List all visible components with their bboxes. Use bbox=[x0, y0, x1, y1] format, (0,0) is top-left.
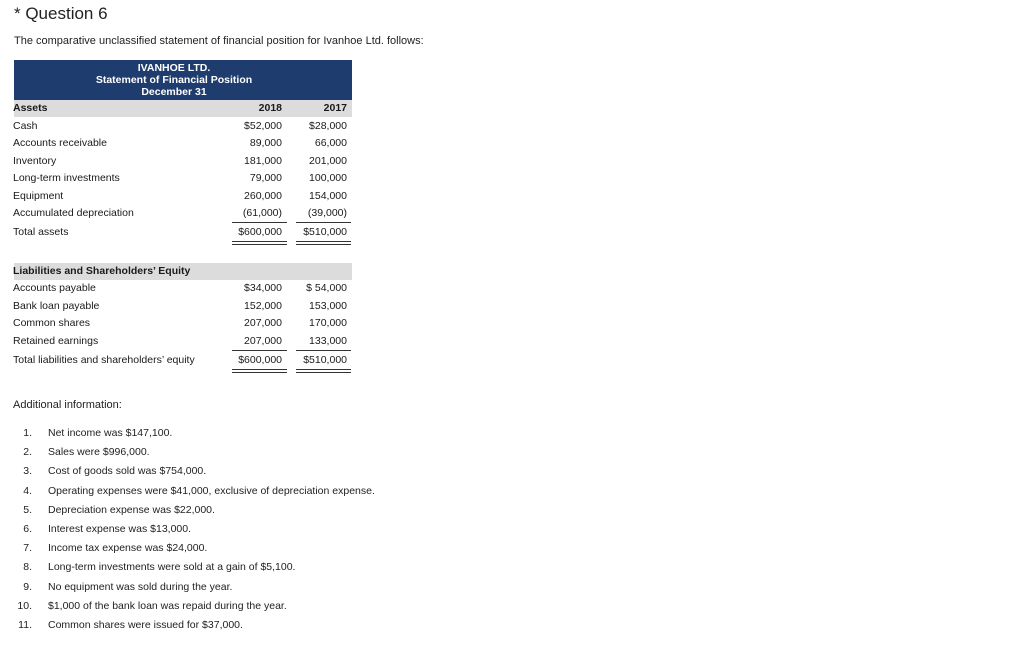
liability-value-2018: 152,000 bbox=[244, 300, 282, 312]
total-double-underline-2018 bbox=[232, 241, 287, 245]
asset-value-2018: (61,000) bbox=[242, 207, 282, 219]
liability-value-2018: 207,000 bbox=[244, 335, 282, 347]
liability-value-2017: 133,000 bbox=[309, 335, 347, 347]
liabilities-heading: Liabilities and Shareholders’ Equity bbox=[13, 265, 191, 277]
asset-value-2017: $28,000 bbox=[309, 120, 347, 132]
question-title: * Question 6 bbox=[14, 4, 108, 23]
total-liabilities-label: Total liabilities and shareholders’ equity bbox=[13, 354, 195, 366]
list-text: Interest expense was $13,000. bbox=[48, 523, 192, 535]
asset-value-2017: (39,000) bbox=[307, 207, 347, 219]
total-double-underline-2017 bbox=[296, 241, 351, 245]
liability-value-2017: 153,000 bbox=[309, 300, 347, 312]
asset-value-2017: 201,000 bbox=[309, 155, 347, 167]
list-text: Sales were $996,000. bbox=[48, 446, 150, 458]
list-number: 8. bbox=[23, 561, 32, 573]
liability-label: Common shares bbox=[13, 317, 91, 329]
question-intro: The comparative unclassified statement of financial position for Ivanhoe Ltd. follows: bbox=[14, 35, 424, 47]
asset-value-2018: 260,000 bbox=[244, 190, 282, 202]
statement-header bbox=[14, 60, 352, 100]
total-assets-2017: $510,000 bbox=[303, 226, 347, 238]
liability-value-2018: $34,000 bbox=[244, 282, 282, 294]
asset-value-2017: 66,000 bbox=[314, 137, 347, 149]
liab-underline-2017 bbox=[296, 350, 351, 351]
list-text: Depreciation expense was $22,000. bbox=[48, 504, 215, 516]
asset-value-2018: $52,000 bbox=[244, 120, 282, 132]
list-text: Net income was $147,100. bbox=[48, 427, 173, 439]
asset-label: Long-term investments bbox=[13, 172, 120, 184]
liability-label: Retained earnings bbox=[13, 335, 99, 347]
total-liabilities-2017: $510,000 bbox=[303, 354, 347, 366]
total-liab-double-underline-2017 bbox=[296, 369, 351, 373]
list-number: 4. bbox=[23, 485, 32, 497]
company-name: IVANHOE LTD. bbox=[137, 62, 211, 74]
asset-value-2017: 100,000 bbox=[309, 172, 347, 184]
asset-label: Equipment bbox=[13, 190, 64, 202]
list-number: 5. bbox=[23, 504, 32, 516]
list-text: Income tax expense was $24,000. bbox=[48, 542, 208, 554]
asset-value-2018: 181,000 bbox=[244, 155, 282, 167]
list-number: 6. bbox=[23, 523, 32, 535]
list-number: 11. bbox=[18, 619, 32, 631]
asset-label: Accounts receivable bbox=[13, 137, 107, 149]
asset-label: Accumulated depreciation bbox=[13, 207, 134, 219]
asset-label: Cash bbox=[13, 120, 38, 132]
asset-value-2018: 89,000 bbox=[249, 137, 282, 149]
list-text: Operating expenses were $41,000, exclusive of depreciation expense. bbox=[48, 485, 375, 497]
liability-label: Bank loan payable bbox=[13, 300, 100, 312]
asset-label: Inventory bbox=[13, 155, 57, 167]
list-number: 3. bbox=[23, 465, 32, 477]
list-text: Long-term investments were sold at a gain of $5,100. bbox=[48, 561, 296, 573]
liab-underline-2018 bbox=[232, 350, 287, 351]
statement-name: Statement of Financial Position bbox=[95, 74, 253, 86]
list-number: 1. bbox=[23, 427, 32, 439]
subtotal-underline-2017 bbox=[296, 222, 351, 223]
list-text: $1,000 of the bank loan was repaid during the year. bbox=[48, 600, 287, 612]
list-text: No equipment was sold during the year. bbox=[48, 581, 233, 593]
liability-label: Accounts payable bbox=[13, 282, 96, 294]
total-assets-label: Total assets bbox=[13, 226, 69, 238]
asset-value-2017: 154,000 bbox=[309, 190, 347, 202]
year-2018-header: 2018 bbox=[258, 102, 282, 114]
liability-value-2018: 207,000 bbox=[244, 317, 282, 329]
total-assets-2018: $600,000 bbox=[238, 226, 282, 238]
additional-info-heading: Additional information: bbox=[13, 399, 122, 411]
liability-value-2017: $ 54,000 bbox=[306, 282, 347, 294]
total-liabilities-2018: $600,000 bbox=[238, 354, 282, 366]
statement-date: December 31 bbox=[141, 86, 207, 98]
list-number: 10. bbox=[17, 600, 32, 612]
year-2017-header: 2017 bbox=[323, 102, 347, 114]
assets-heading: Assets bbox=[13, 102, 48, 114]
list-text: Common shares were issued for $37,000. bbox=[48, 619, 243, 631]
subtotal-underline-2018 bbox=[232, 222, 287, 223]
list-text: Cost of goods sold was $754,000. bbox=[48, 465, 207, 477]
list-number: 9. bbox=[23, 581, 32, 593]
total-liab-double-underline-2018 bbox=[232, 369, 287, 373]
list-number: 7. bbox=[23, 542, 32, 554]
list-number: 2. bbox=[23, 446, 32, 458]
asset-value-2018: 79,000 bbox=[249, 172, 282, 184]
liability-value-2017: 170,000 bbox=[309, 317, 347, 329]
